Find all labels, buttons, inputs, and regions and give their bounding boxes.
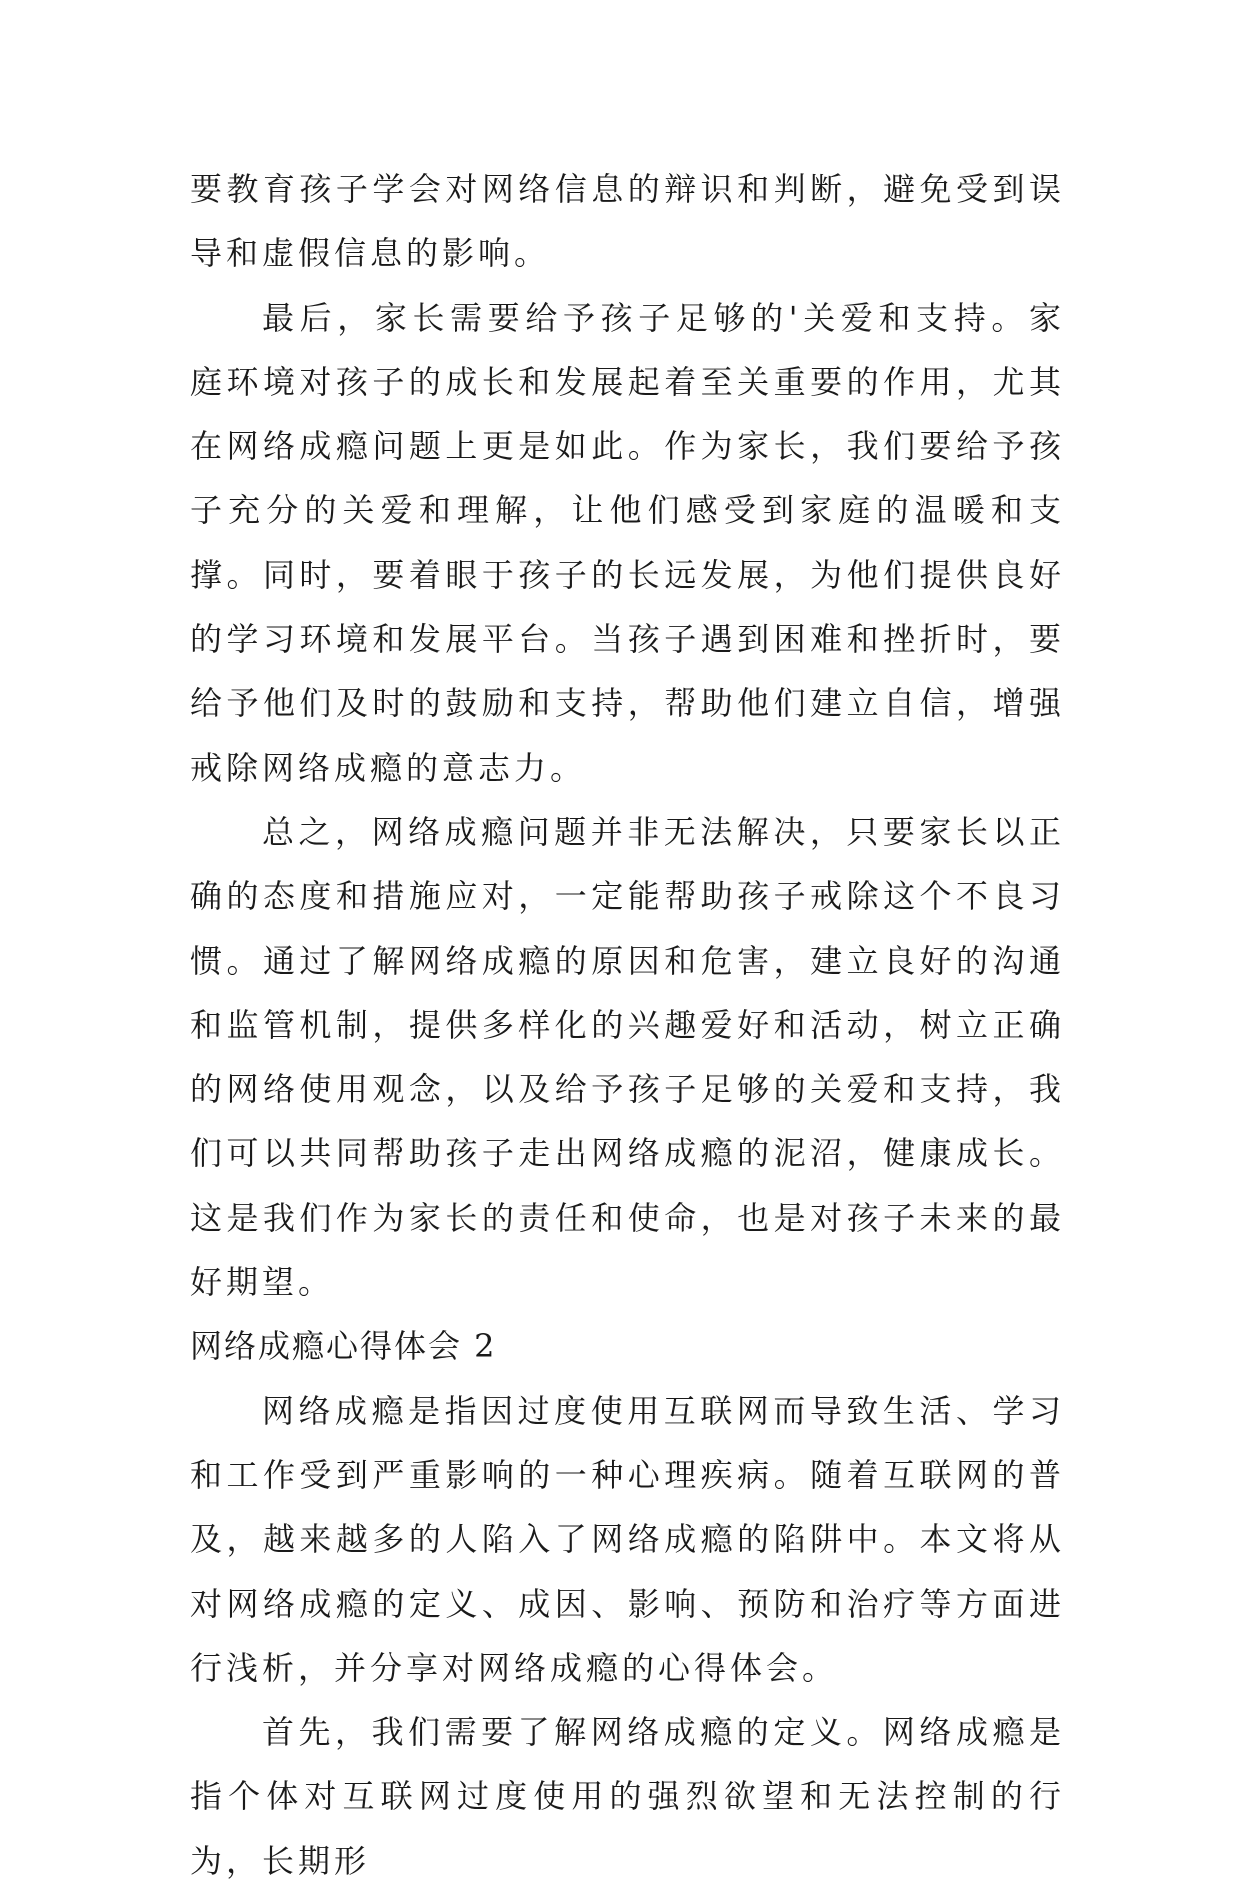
paragraph-parental-care: 最后，家长需要给予孩子足够的'关爱和支持。家庭环境对孩子的成长和发展起着至关重要的作用，尤其在网络成瘾问题上更是如此。作为家长，我们要给予孩子充分的关爱和理解，让他们感受到家庭的温暖和支撑。同时，要着眼于孩子的长远发展，为他们提供良好的学习环境和发展平台。当孩子遇到困难和挫折时，要给予他们及时的鼓励和支持，帮助他们建立自信，增强戒除网络成瘾的意志力。 (190, 298, 1065, 787)
paragraph-continuation: 要教育孩子学会对网络信息的辩识和判断，避免受到误导和虚假信息的影响。 (190, 170, 1065, 273)
paragraph-conclusion: 总之，网络成瘾问题并非无法解决，只要家长以正确的态度和措施应对，一定能帮助孩子戒除这个不良习惯。通过了解网络成瘾的原因和危害，建立良好的沟通和监管机制，提供多样化的兴趣爱好和活动，树立正确的网络使用观念，以及给予孩子足够的关爱和支持，我们可以共同帮助孩子走出网络成瘾的泥沼，健康成长。这是我们作为家长的责任和使命，也是对孩子未来的最好期望。 (190, 812, 1065, 1302)
section-heading: 网络成瘾心得体会 2 (190, 1327, 497, 1366)
paragraph-definition: 首先，我们需要了解网络成瘾的定义。网络成瘾是指个体对互联网过度使用的强烈欲望和无法控制的行为，长期形 (190, 1713, 1065, 1880)
document-body (190, 157, 1065, 1893)
paragraph-introduction: 网络成瘾是指因过度使用互联网而导致生活、学习和工作受到严重影响的一种心理疾病。随着互联网的普及，越来越多的人陷入了网络成瘾的陷阱中。本文将从对网络成瘾的定义、成因、影响、预防和治疗等方面进行浅析，并分享对网络成瘾的心得体会。 (190, 1391, 1065, 1687)
